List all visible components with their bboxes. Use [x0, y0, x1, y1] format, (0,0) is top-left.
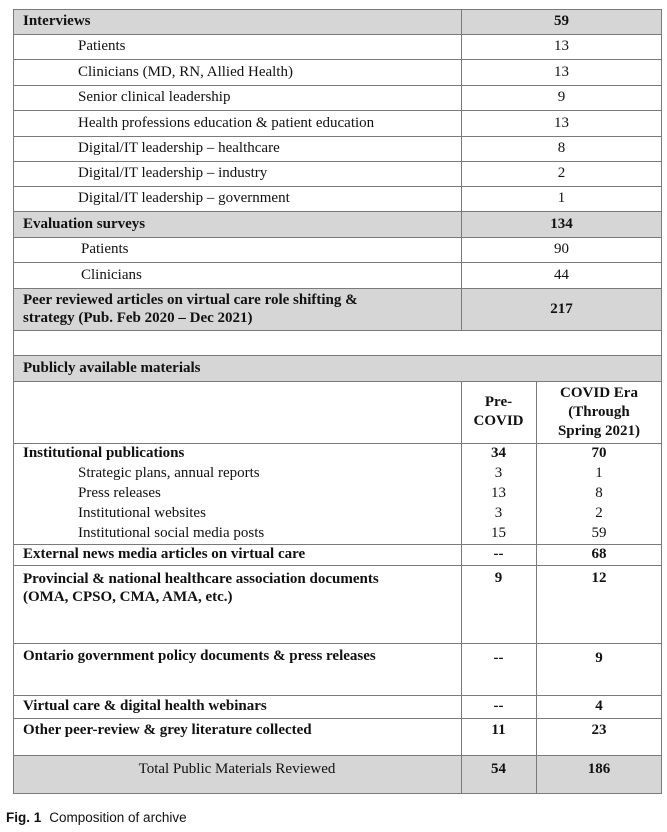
col-header-covid-era [536, 381, 662, 443]
news-row [13, 544, 662, 565]
row-value: 13 [554, 38, 569, 54]
peer-reviewed-value: 217 [550, 300, 573, 317]
interviews-header-row [13, 9, 662, 34]
table-row [13, 85, 662, 110]
row-value: 8 [557, 140, 566, 156]
row-value-covid: 1 [595, 464, 603, 481]
row-label: Digital/IT leadership – healthcare [78, 140, 280, 156]
interviews-title: Interviews [23, 13, 91, 29]
association-line1: Provincial & national healthcare association documents [23, 571, 379, 587]
table-row [13, 483, 662, 503]
figure-caption [6, 810, 187, 825]
table-row [13, 262, 662, 288]
row-value-covid: 59 [591, 525, 607, 541]
col-header-pre-line2: COVID [473, 413, 524, 429]
row-value-covid: 8 [595, 484, 603, 501]
row-label: Press releases [78, 484, 161, 501]
total-value-covid: 186 [587, 761, 611, 777]
row-value-covid: 12 [591, 570, 607, 586]
row-label [13, 565, 379, 643]
col-header-covid-line1: COVID Era [560, 384, 638, 401]
row-label: Virtual care & digital health webinars [23, 698, 267, 714]
figure-number: Fig. 1 [6, 810, 42, 825]
col-header-pre-line1: Pre- [484, 394, 513, 410]
row-label: Institutional social media posts [78, 525, 265, 541]
row-value: 13 [554, 63, 569, 80]
table-row [13, 237, 662, 262]
archive-table [13, 9, 662, 794]
row-value: 2 [557, 165, 566, 181]
row-value: 13 [554, 114, 569, 131]
total-label: Total Public Materials Reviewed [138, 761, 336, 777]
association-row [13, 565, 662, 643]
row-value: 90 [554, 241, 569, 257]
row-label: Clinicians [81, 266, 142, 283]
row-value-pre: 13 [491, 484, 506, 501]
row-value: 44 [554, 266, 569, 283]
row-label: Health professions education & patient education [78, 114, 375, 131]
row-label: Other peer-review & grey literature collected [23, 722, 312, 738]
table-row [13, 463, 662, 483]
row-value-pre: 11 [491, 722, 506, 738]
figure-caption-text: Composition of archive [49, 810, 187, 825]
row-value-covid: 4 [595, 698, 603, 714]
row-label: Patients [78, 38, 126, 54]
row-label: Digital/IT leadership – industry [78, 165, 268, 181]
table-row [13, 523, 662, 544]
table-row [13, 59, 662, 85]
surveys-title: Evaluation surveys [23, 215, 146, 232]
row-value-pre: 3 [494, 464, 503, 481]
row-label: Ontario government policy documents & press releases [23, 648, 376, 664]
public-column-header-row [13, 381, 662, 443]
row-label: Patients [81, 241, 129, 257]
row-label: Senior clinical leadership [78, 89, 231, 105]
interviews-total: 59 [554, 13, 569, 29]
row-label: Digital/IT leadership – government [78, 190, 290, 206]
row-value-pre: -- [493, 546, 504, 562]
table-row [13, 34, 662, 59]
peer-reviewed-line2: strategy (Pub. Feb 2020 – Dec 2021) [23, 310, 253, 326]
table-row [13, 136, 662, 161]
row-value-pre: -- [493, 650, 504, 666]
association-line2: (OMA, CPSO, CMA, AMA, etc.) [23, 589, 233, 605]
peer-reviewed-label [13, 288, 358, 330]
table-row [13, 186, 662, 211]
surveys-total: 134 [550, 215, 573, 232]
table-row [13, 503, 662, 523]
col-header-pre-covid [461, 381, 536, 443]
table-row [13, 161, 662, 186]
surveys-header-row [13, 211, 662, 237]
row-value-covid: 2 [595, 504, 603, 521]
table-row [13, 110, 662, 136]
other-row [13, 718, 662, 755]
peer-reviewed-row [13, 288, 662, 330]
row-value-pre: -- [493, 698, 504, 714]
col-header-covid-line2: (Through [568, 403, 630, 420]
webinars-row [13, 695, 662, 718]
public-title: Publicly available materials [23, 359, 201, 376]
row-value-pre: 9 [494, 570, 503, 586]
row-value-covid: 70 [591, 444, 607, 461]
peer-reviewed-line1: Peer reviewed articles on virtual care role shifting & [23, 292, 358, 308]
total-row [13, 755, 662, 794]
row-value-covid: 9 [595, 650, 603, 666]
institutional-row [13, 443, 662, 463]
row-value: 1 [557, 190, 566, 206]
row-value-pre: 34 [491, 444, 506, 461]
row-value-covid: 68 [591, 546, 607, 562]
public-header-row [13, 355, 662, 381]
ontario-row [13, 643, 662, 695]
row-label: Institutional publications [23, 444, 185, 461]
row-label: External news media articles on virtual care [23, 546, 306, 562]
row-value-covid: 23 [591, 722, 607, 738]
row-label: Clinicians (MD, RN, Allied Health) [78, 63, 293, 80]
row-value-pre: 15 [491, 525, 506, 541]
total-value-pre: 54 [491, 761, 506, 777]
row-label: Institutional websites [78, 504, 206, 521]
row-value: 9 [557, 89, 566, 105]
col-header-covid-line3: Spring 2021) [557, 422, 641, 439]
row-value-pre: 3 [494, 504, 503, 521]
row-label: Strategic plans, annual reports [78, 464, 260, 481]
